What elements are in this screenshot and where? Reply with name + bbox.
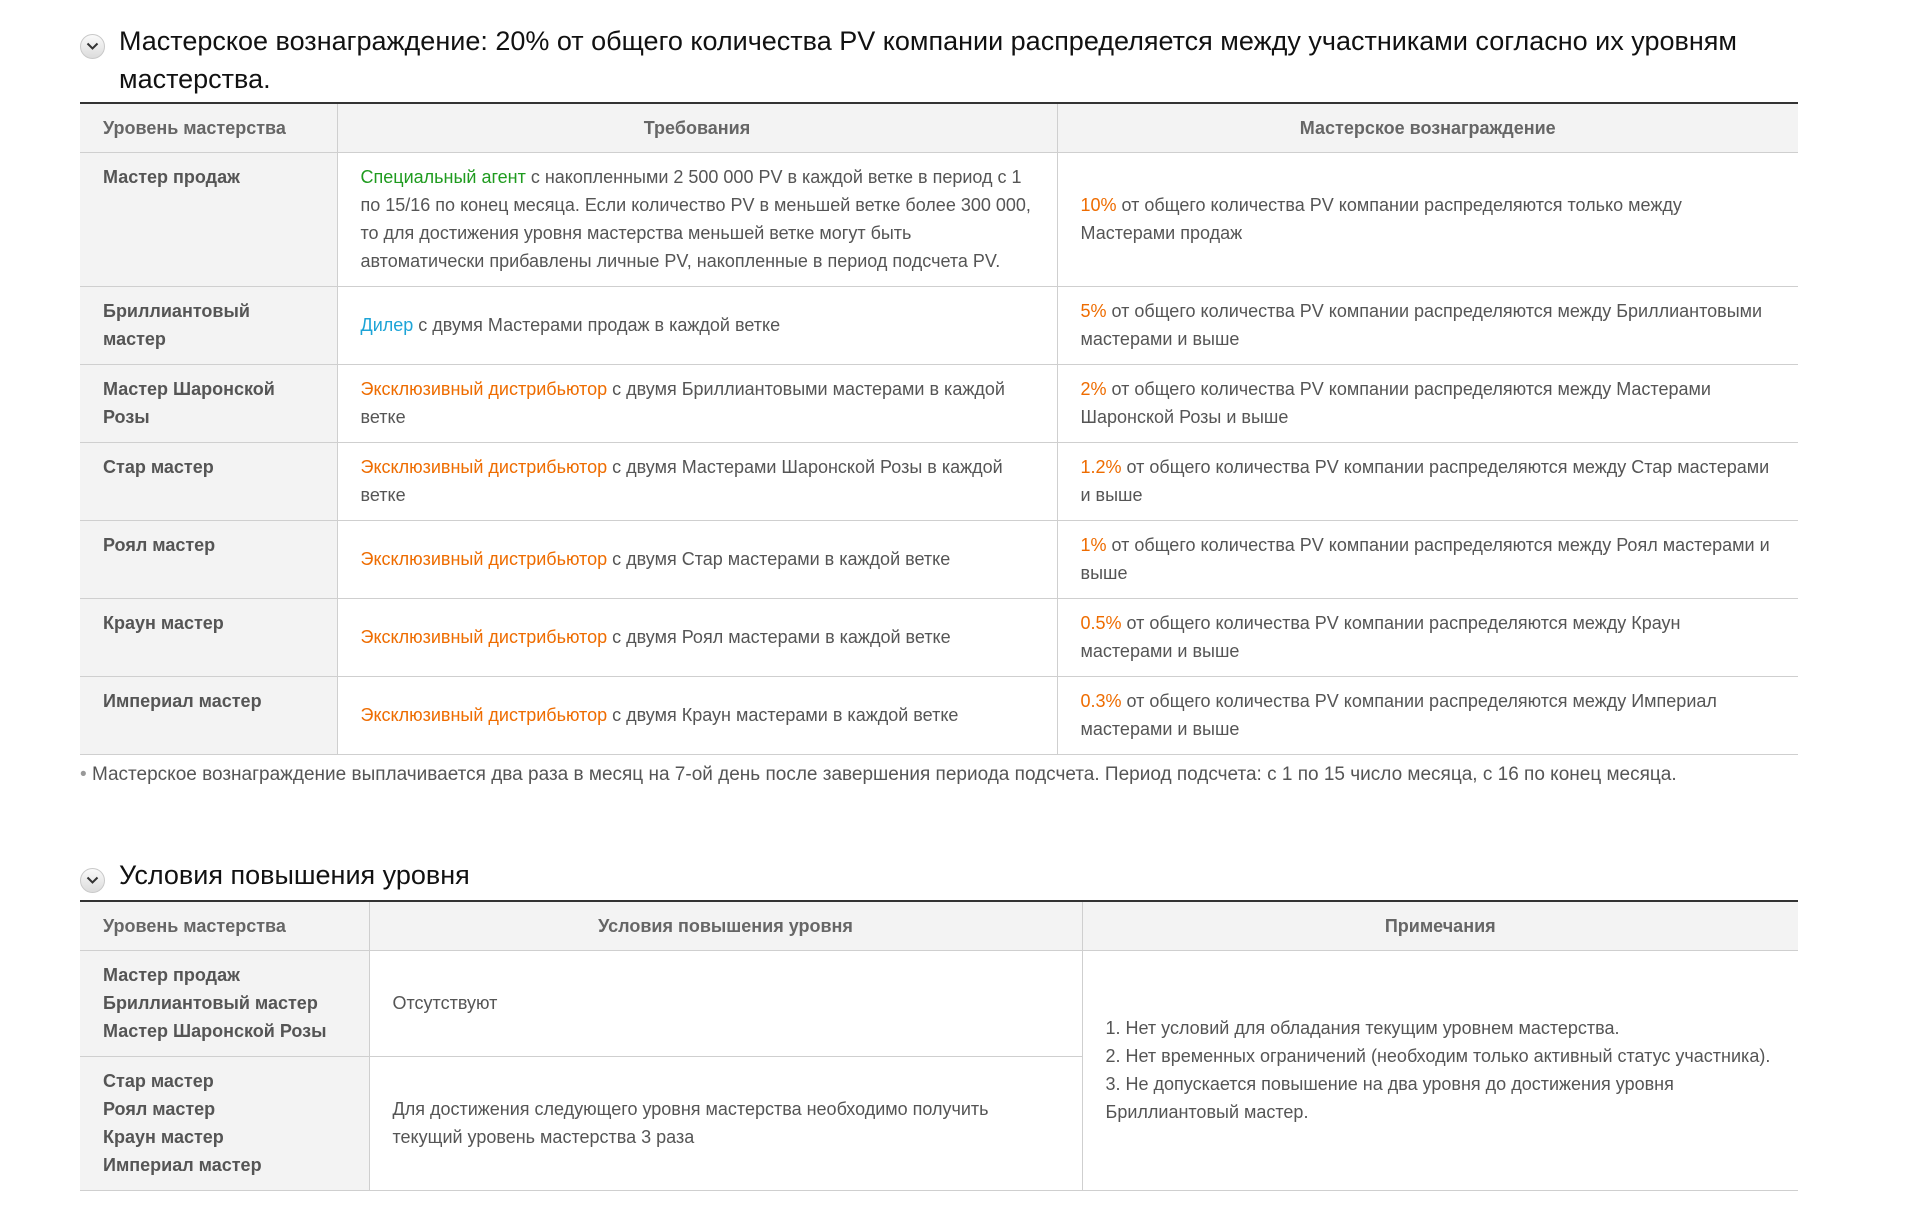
requirement-text: с двумя Роял мастерами в каждой ветке [607,627,951,647]
column-header: Примечания [1082,901,1798,951]
reward-cell [1057,443,1798,521]
level-name: Мастер продаж [103,965,240,985]
requirement-cell [337,521,1057,599]
requirement-text: с двумя Мастерами Шаронской Розы в каждой ветке [360,457,1003,505]
reward-cell [1057,287,1798,365]
level-name: Стар мастер [103,1071,214,1091]
note-item: 3. Не допускается повышение на два уровня до достижения уровня Бриллиантовый мастер. [1105,1074,1674,1122]
reward-text: от общего количества PV компании распределяются между Мастерами Шаронской Розы и выше [1080,379,1711,427]
reward-cell [1057,521,1798,599]
level-name: Краун мастер [103,1127,224,1147]
bullet: • [80,764,87,785]
table-row [80,599,1798,677]
reward-text: от общего количества PV компании распределяются между Роял мастерами и выше [1080,535,1770,583]
level-name: Бриллиантовый мастер [103,993,318,1013]
section-title: Мастерское вознаграждение: 20% от общего количества PV компании распределяется между участниками согласно их уровням мастерства. [119,26,1737,94]
table-row [80,521,1798,599]
table-row [80,677,1798,755]
level-group-cell [80,951,369,1057]
reward-percent: 0.5% [1080,613,1122,633]
table-row [80,153,1798,287]
requirement-text: с двумя Краун мастерами в каждой ветке [607,705,959,725]
level-cell: Краун мастер [80,599,337,677]
column-header: Уровень мастерства [80,901,369,951]
rank-highlight: Эксклюзивный дистрибьютор [360,627,608,647]
requirement-text: с двумя Стар мастерами в каждой ветке [607,549,951,569]
requirement-cell [337,443,1057,521]
requirement-cell [337,287,1057,365]
reward-cell [1057,153,1798,287]
reward-percent: 2% [1080,379,1107,399]
level-name: Роял мастер [103,1099,216,1119]
rank-highlight: Эксклюзивный дистрибьютор [360,379,608,399]
master-reward-heading[interactable] [80,22,1798,98]
reward-text: от общего количества PV компании распределяются между Империал мастерами и выше [1080,691,1717,739]
level-name: Империал мастер [103,1155,262,1175]
rank-highlight: Дилер [360,315,414,335]
table-header-row [80,103,1798,153]
requirement-cell [337,365,1057,443]
reward-percent: 5% [1080,301,1107,321]
requirement-cell [337,677,1057,755]
column-header: Условия повышения уровня [369,901,1082,951]
reward-percent: 10% [1080,195,1117,215]
table-row [80,951,1798,1057]
table-header-row [80,901,1798,951]
table-row [80,443,1798,521]
requirement-cell [337,599,1057,677]
condition-cell: Отсутствуют [369,951,1082,1057]
column-header: Требования [337,103,1057,153]
rank-highlight: Эксклюзивный дистрибьютор [360,457,608,477]
table-row [80,287,1798,365]
level-cell: Стар мастер [80,443,337,521]
reward-percent: 1.2% [1080,457,1122,477]
level-cell: Империал мастер [80,677,337,755]
note-item: 2. Нет временных ограничений (необходим только активный статус участника). [1105,1046,1771,1066]
requirement-cell [337,153,1057,287]
column-header: Мастерское вознаграждение [1057,103,1798,153]
chevron-down-icon[interactable] [80,868,105,893]
level-up-table [80,900,1798,1191]
reward-text: от общего количества PV компании распределяются между Бриллиантовыми мастерами и выше [1080,301,1763,349]
payout-note [80,761,1677,789]
table-row [80,365,1798,443]
reward-percent: 1% [1080,535,1107,555]
chevron-down-icon[interactable] [80,34,105,59]
section-title: Условия повышения уровня [119,860,470,890]
master-reward-table [80,102,1798,755]
requirement-text: с двумя Бриллиантовыми мастерами в каждой ветке [360,379,1005,427]
reward-cell [1057,677,1798,755]
notes-cell [1082,951,1798,1191]
rank-highlight: Эксклюзивный дистрибьютор [360,705,608,725]
level-up-section [80,856,1798,1191]
level-group-cell [80,1057,369,1191]
level-cell: Мастер Шаронской Розы [80,365,337,443]
level-name: Мастер Шаронской Розы [103,1021,327,1041]
requirement-text: с двумя Мастерами продаж в каждой ветке [413,315,781,335]
rank-highlight: Эксклюзивный дистрибьютор [360,549,608,569]
reward-text: от общего количества PV компании распределяются между Краун мастерами и выше [1080,613,1681,661]
master-reward-section [80,22,1798,755]
reward-text: от общего количества PV компании распределяются между Стар мастерами и выше [1080,457,1770,505]
note-item: 1. Нет условий для обладания текущим уровнем мастерства. [1105,1018,1620,1038]
payout-note-text: Мастерское вознаграждение выплачивается два раза в месяц на 7-ой день после завершения периода подсчета. Период подсчета: с 1 по 15 число месяца, с 16 по конец месяца. [91,764,1677,785]
requirement-text: с накопленными 2 500 000 PV в каждой ветке в период с 1 по 15/16 по конец месяца. Если количество PV в меньшей ветке более 300 000, то для достижения уровня мастерства меньшей ветке могут быть автоматически прибавлены личные PV, накопленные в период подсчета PV. [360,167,1031,271]
reward-text: от общего количества PV компании распределяются только между Мастерами продаж [1080,195,1682,243]
reward-percent: 0.3% [1080,691,1122,711]
level-up-heading[interactable] [80,856,1798,894]
level-cell: Роял мастер [80,521,337,599]
reward-cell [1057,365,1798,443]
level-cell: Бриллиантовый мастер [80,287,337,365]
condition-cell: Для достижения следующего уровня мастерства необходимо получить текущий уровень мастерства 3 раза [369,1057,1082,1191]
rank-highlight: Специальный агент [360,167,526,187]
column-header: Уровень мастерства [80,103,337,153]
level-cell: Мастер продаж [80,153,337,287]
reward-cell [1057,599,1798,677]
